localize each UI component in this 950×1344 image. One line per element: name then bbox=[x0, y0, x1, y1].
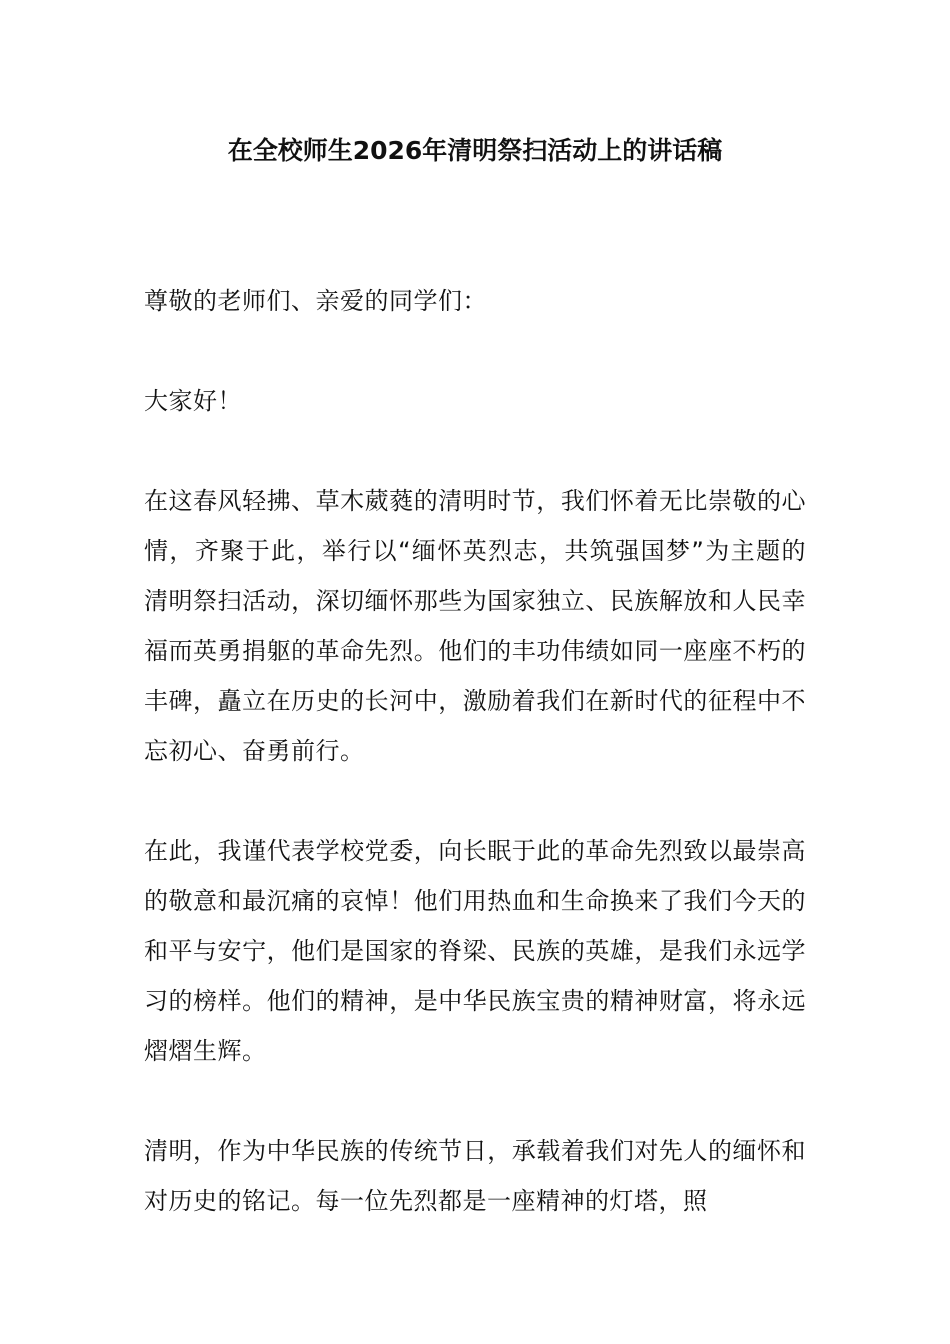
paragraph-2: 在此，我谨代表学校党委，向长眠于此的革命先烈致以最崇高的敬意和最沉痛的哀悼！他们用热血和生命换来了我们今天的和平与安宁，他们是国家的脊梁、民族的英雄，是我们永远学习的榜样。他们的精神，是中华民族宝贵的精神财富，将永远熠熠生辉。 bbox=[144, 837, 806, 1065]
paragraph-3: 清明，作为中华民族的传统节日，承载着我们对先人的缅怀和对历史的铭记。每一位先烈都是一座精神的灯塔，照 bbox=[144, 1137, 806, 1215]
salutation-line: 大家好！ bbox=[144, 387, 242, 415]
greeting-line: 尊敬的老师们、亲爱的同学们： bbox=[144, 287, 487, 315]
document-title: 在全校师生2026年清明祭扫活动上的讲话稿 bbox=[227, 136, 723, 165]
paragraph-1: 在这春风轻拂、草木葳蕤的清明时节，我们怀着无比崇敬的心情，齐聚于此，举行以“缅怀英烈志，共筑强国梦”为主题的清明祭扫活动，深切缅怀那些为国家独立、民族解放和人民幸福而英勇捐躯的革命先烈。他们的丰功伟绩如同一座座不朽的丰碑，矗立在历史的长河中，激励着我们在新时代的征程中不忘初心、奋勇前行。 bbox=[144, 487, 806, 765]
